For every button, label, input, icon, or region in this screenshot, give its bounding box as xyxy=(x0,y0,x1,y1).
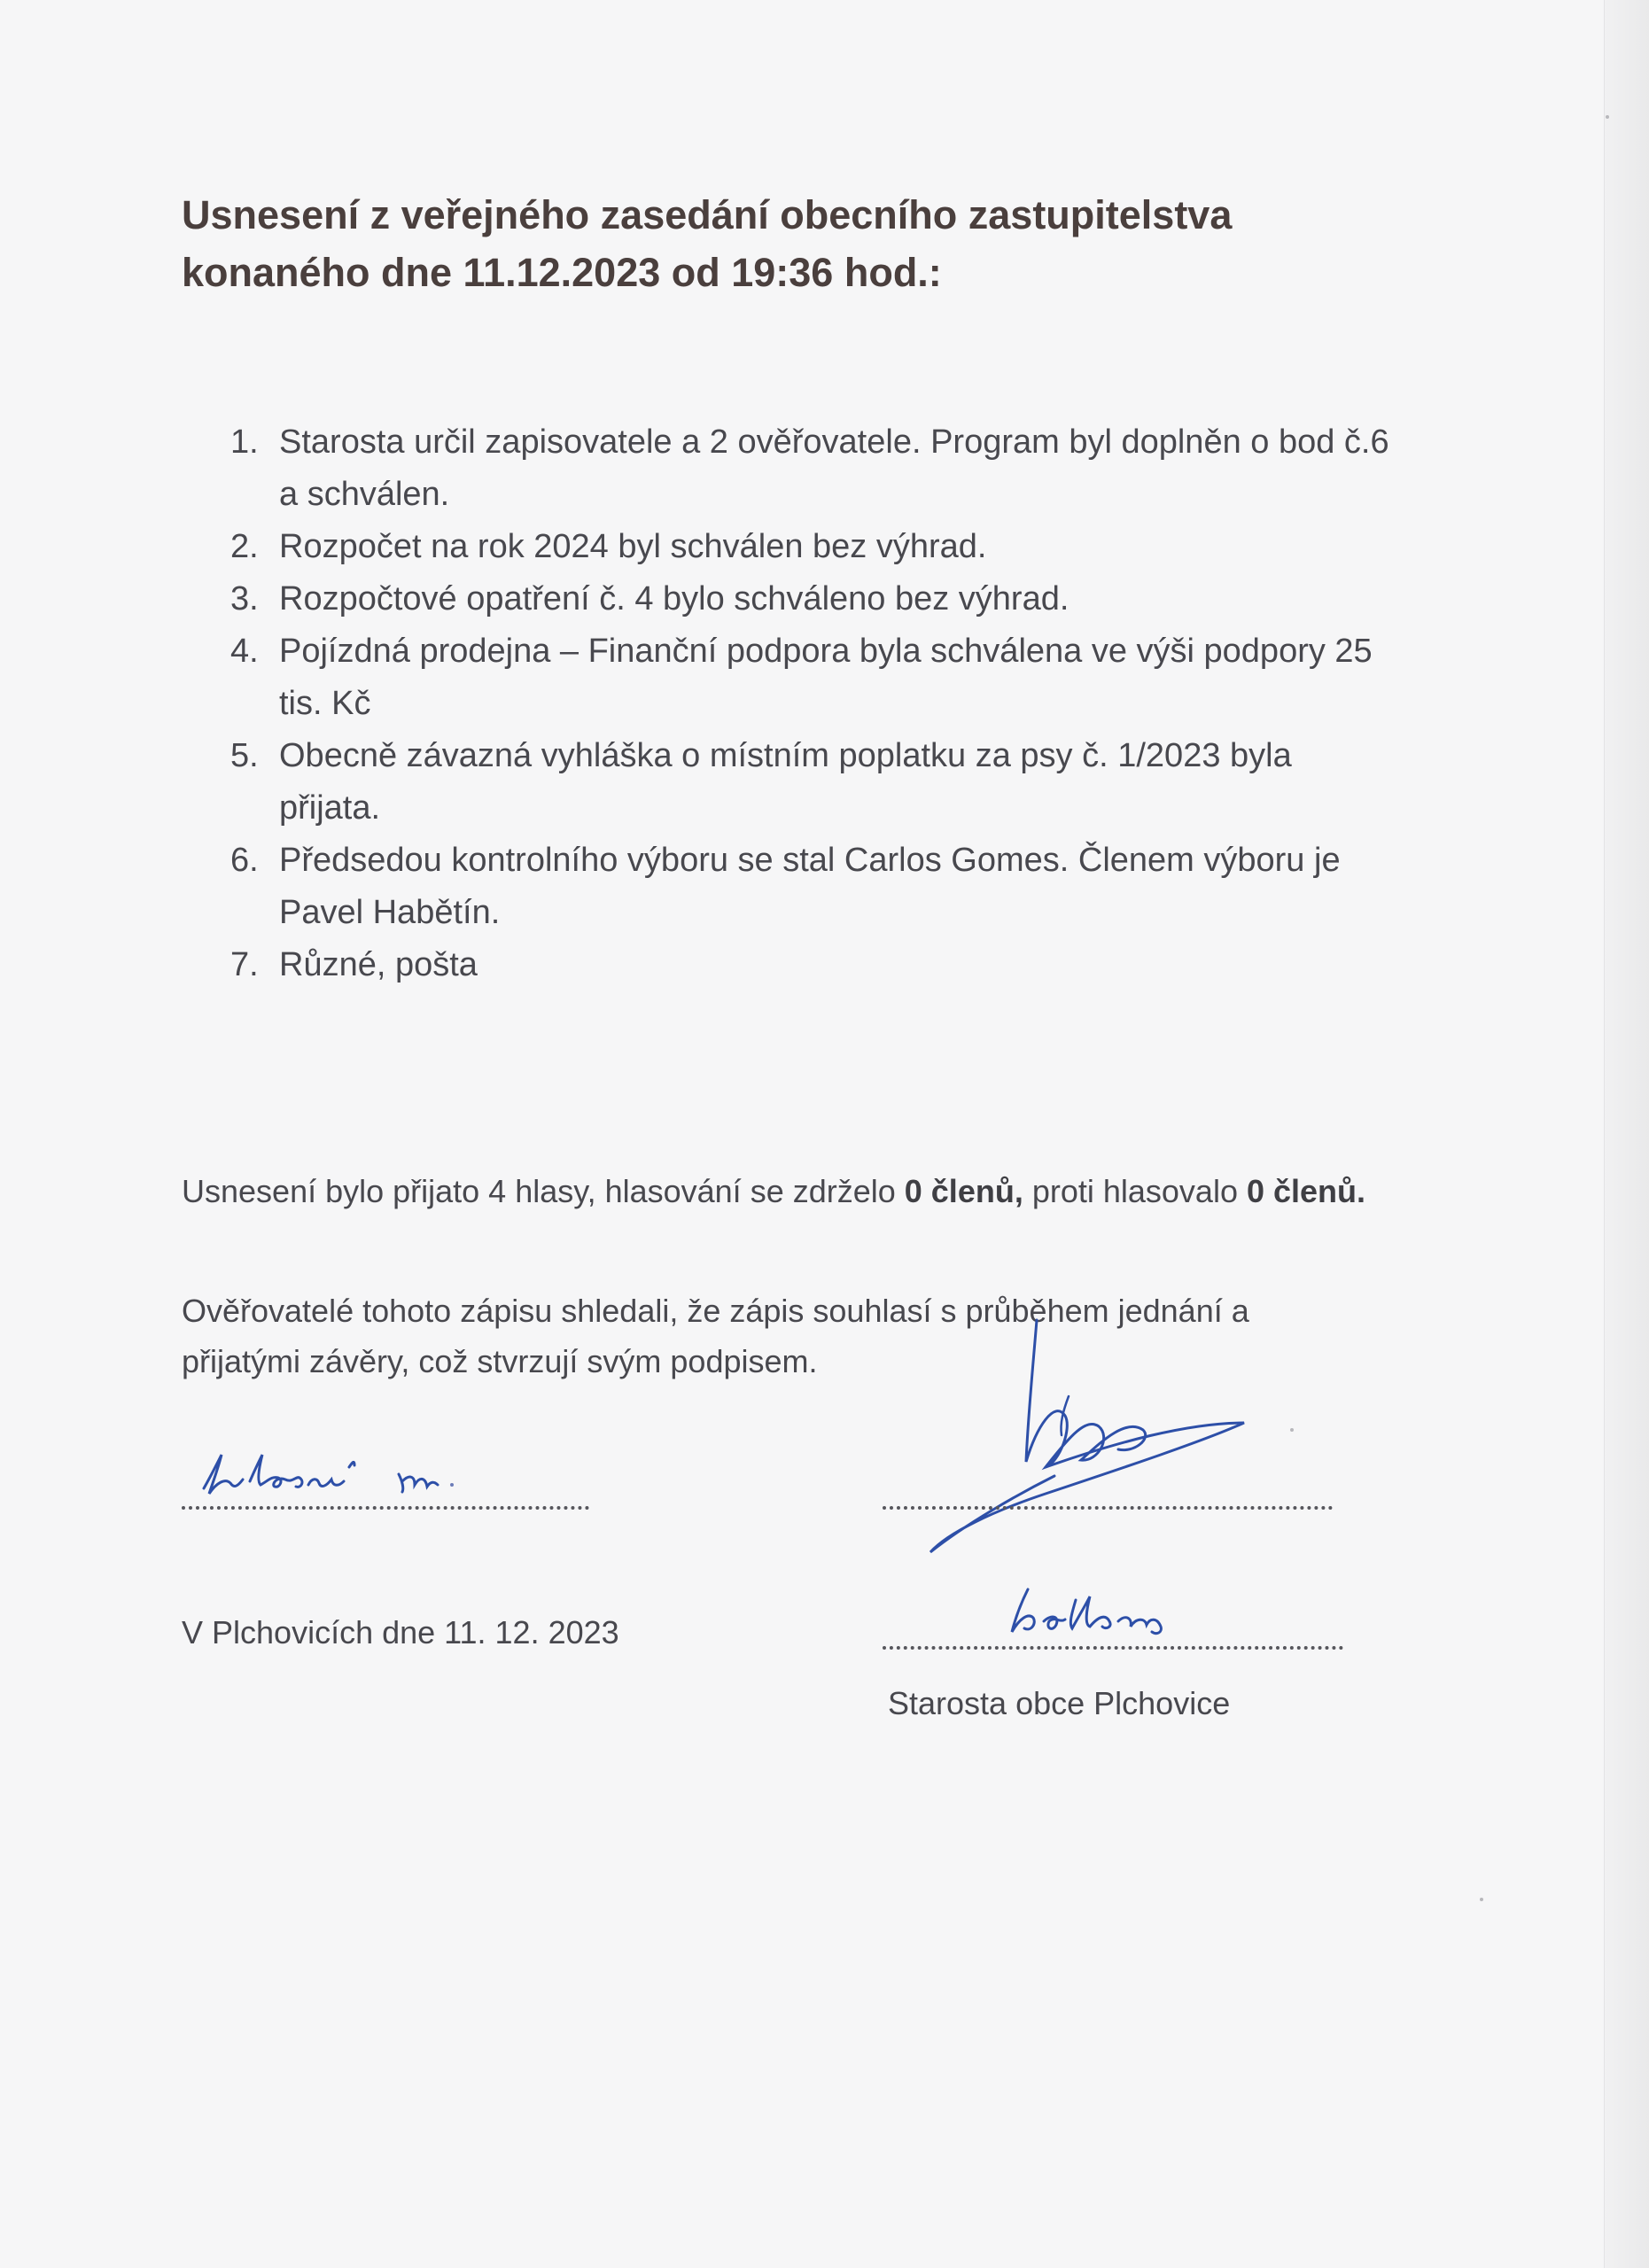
signature-line-right xyxy=(883,1506,1333,1510)
vote-result xyxy=(182,1166,1404,1216)
resolution-text: Starosta určil zapisovatele a 2 ověřovatele. Program byl doplněn o bod č.6 a schválen. xyxy=(279,423,1389,513)
resolution-item xyxy=(230,573,1400,625)
verifier-signature-right xyxy=(913,1311,1267,1559)
resolution-number: 6. xyxy=(230,842,259,879)
verifier-signature-left xyxy=(186,1442,558,1504)
paper-speck xyxy=(1606,115,1609,119)
signature-line-left xyxy=(182,1506,589,1510)
resolution-text: Rozpočtové opatření č. 4 bylo schváleno bez výhrad. xyxy=(279,580,1070,617)
resolution-number: 3. xyxy=(230,580,259,617)
resolution-number: 4. xyxy=(230,633,259,670)
resolution-item xyxy=(230,521,1400,573)
resolution-item xyxy=(230,835,1400,939)
vote-abstained: 0 členů, xyxy=(904,1173,1023,1209)
place-and-date: V Plchovicích dne 11. 12. 2023 xyxy=(182,1614,619,1651)
vote-text-part1: Usnesení bylo přijato 4 hlasy, hlasování se zdrželo xyxy=(182,1173,905,1209)
resolution-item xyxy=(230,730,1400,835)
resolution-text: Různé, pošta xyxy=(279,946,478,983)
resolution-number: 1. xyxy=(230,423,259,461)
verification-statement: Ověřovatelé tohoto zápisu shledali, že zápis souhlasí s průběhem jednání a přijatými závěry, což stvrzují svým podpisem. xyxy=(182,1293,1249,1379)
vote-text-part2: proti hlasovalo xyxy=(1023,1173,1247,1209)
title-line-2: konaného dne 11.12.2023 od 19:36 hod.: xyxy=(182,250,942,295)
resolution-text: Rozpočet na rok 2024 byl schválen bez výhrad. xyxy=(279,528,987,565)
signature-line-mayor xyxy=(883,1646,1343,1650)
resolution-text: Předsedou kontrolního výboru se stal Carlos Gomes. Členem výboru je Pavel Habětín. xyxy=(279,842,1341,931)
vote-against: 0 členů. xyxy=(1246,1173,1366,1209)
resolution-item xyxy=(230,416,1400,521)
resolution-item xyxy=(230,939,1400,991)
paper-speck xyxy=(1480,1898,1483,1901)
resolution-number: 2. xyxy=(230,528,259,565)
resolution-text: Pojízdná prodejna – Finanční podpora byla schválena ve výši podpory 25 tis. Kč xyxy=(279,633,1373,722)
resolution-list xyxy=(230,416,1400,991)
title-line-1: Usnesení z veřejného zasedání obecního zastupitelstva xyxy=(182,192,1233,237)
resolution-number: 5. xyxy=(230,737,259,774)
resolution-number: 7. xyxy=(230,946,259,983)
mayor-label: Starosta obce Plchovice xyxy=(888,1685,1231,1721)
document-title xyxy=(182,186,1422,301)
mayor-signature xyxy=(1001,1582,1196,1644)
paper-edge xyxy=(1604,0,1649,2268)
resolution-item xyxy=(230,625,1400,730)
paper-speck xyxy=(1290,1428,1294,1432)
resolution-text: Obecně závazná vyhláška o místním poplatku za psy č. 1/2023 byla přijata. xyxy=(279,737,1292,827)
